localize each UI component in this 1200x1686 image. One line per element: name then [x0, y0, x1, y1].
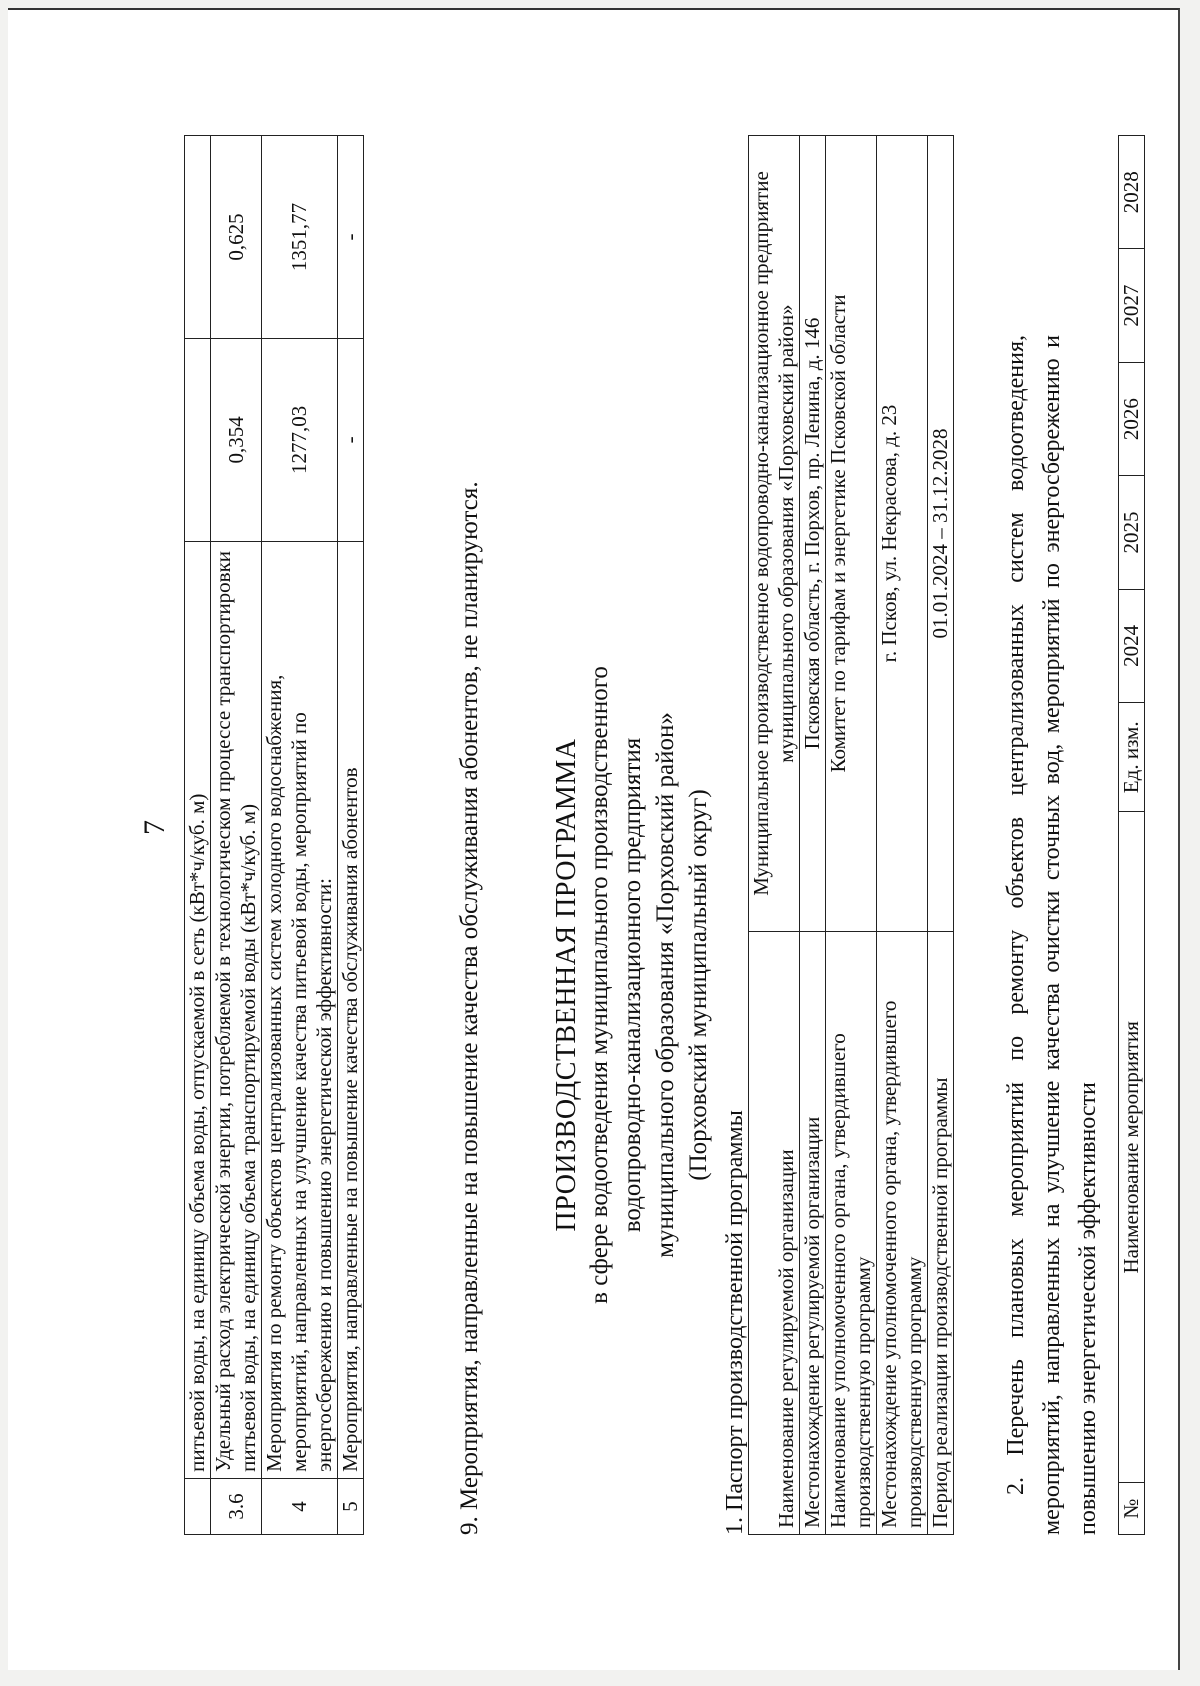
section-9-text: 9. Мероприятия, направленные на повышение качества обслуживания абонентов, не планируются.	[456, 481, 483, 1535]
program-title	[550, 435, 715, 1535]
table-row: Местонахождение регулируемой организации Псковская область, г. Порхов, пр. Ленина, д. 146	[800, 136, 826, 1535]
table-row: 3.6 Удельный расход электрической энергии, потребляемой в технологическом процессе транспортировки питьевой воды, на единицу объема транспортируемой воды (кВт*ч/куб. м) 0,354 0,625	[211, 136, 262, 1535]
table-row: 4 Мероприятия по ремонту объектов централизованных систем холодного водоснабжения, мероприятий, направленных на улучшение качества питьевой воды, мероприятий по энергосбережению и повышению энергетической эффективности: 1277,03 1351,77	[262, 136, 338, 1535]
rotated-page	[88, 55, 1168, 1535]
page-number: 7	[138, 820, 171, 835]
table-row: 5 Мероприятия, направленные на повышение качества обслуживания абонентов - -	[338, 136, 364, 1535]
table-header-row: № Наименование мероприятия Ед. изм. 2024 2025 2026 2027 2028	[1119, 136, 1145, 1535]
passport-heading: 1. Паспорт производственной программы	[722, 1110, 748, 1535]
title-line: в сфере водоотведения муниципального производственного	[586, 666, 613, 1304]
measures-table	[1118, 135, 1145, 1535]
table-row: Наименование уполномоченного органа, утвердившего производственную программу Комитет по тарифам и энергетике Псковской области	[826, 136, 877, 1535]
table-row: Местонахождение уполномоченного органа, утвердившего производственную программу г. Псков, ул. Некрасова, д. 23	[877, 136, 928, 1535]
passport-table	[748, 135, 954, 1535]
document-sheet	[8, 8, 1180, 1670]
table-row: Наименование регулируемой организации Муниципальное производственное водопроводно-канализационное предприятие муниципального образования «Порховский район»	[749, 136, 800, 1535]
table-row: Период реализации производственной программы 01.01.2024 – 31.12.2028	[928, 136, 954, 1535]
title-line: муниципального образования «Порховский район»	[652, 712, 679, 1258]
title-line: (Порховский муниципальный округ)	[685, 789, 712, 1181]
measures-list-heading: 2. Перечень плановых мероприятий по ремонту объектов централизованных систем водоотведения, мероприятий, направленных на улучшение качества очистки сточных вод, мероприятий по энергосбережению и повышению энергетической эффективности	[1003, 335, 1101, 1535]
indicators-table	[184, 135, 364, 1535]
title-line: ПРОИЗВОДСТВЕННАЯ ПРОГРАММА	[551, 738, 582, 1232]
table-row: питьевой воды, на единицу объема воды, отпускаемой в сеть (кВт*ч/куб. м)	[185, 136, 211, 1535]
title-line: водопроводно-канализационного предприятия	[619, 737, 646, 1233]
